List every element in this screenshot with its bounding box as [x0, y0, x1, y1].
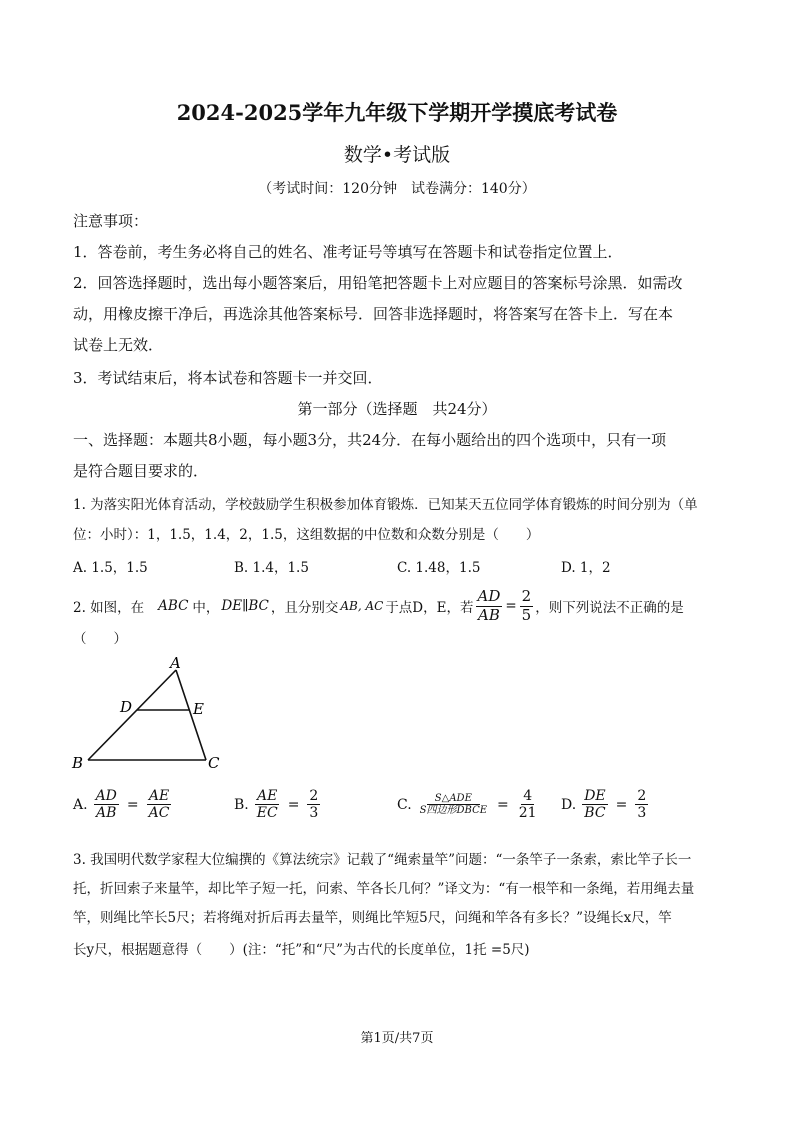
q3-line-4: 长y尺，根据题意得（ ）(注：“托”和“尺”为古代的长度单位，1托 =5尺) — [73, 942, 530, 958]
q1-option-d: D. 1，2 — [561, 560, 611, 576]
q2-ratio-value — [520, 588, 534, 624]
q2-a-d2: AC — [148, 805, 170, 822]
q2-blank: （ ） — [73, 631, 127, 647]
exam-subtitle: 数学•考试版 — [343, 144, 451, 166]
note-2-line-3: 试卷上无效． — [73, 336, 164, 354]
q1-option-a: A. 1.5，1.5 — [73, 560, 148, 576]
exam-title: 2024-2025学年九年级下学期开学摸底考试卷 — [176, 100, 618, 125]
q2-d-d1: BC — [584, 805, 606, 822]
q2-a-n1: AD — [95, 788, 117, 804]
q2-ratio-val-den: 5 — [521, 605, 532, 624]
label-e: E — [193, 700, 204, 718]
q2-b-d2: 3 — [309, 805, 319, 822]
q2-b-n1: AE — [257, 788, 278, 804]
q2-prefix: 2. 如图，在 — [73, 600, 145, 616]
q2-d-n1: DE — [584, 788, 606, 804]
q2-option-c — [397, 788, 541, 821]
q2-ratio-num: AD — [477, 587, 501, 606]
q2-ratio-den: AB — [478, 605, 500, 624]
q2-suffix: ，则下列说法不正确的是 — [535, 600, 684, 616]
q2-b-n2: 2 — [309, 788, 319, 804]
q2-c-n1: S△ADE — [427, 793, 480, 806]
q2-ratio-val-num: 2 — [521, 587, 532, 606]
part1-heading: 第一部分（选择题 共24分） — [297, 400, 497, 418]
note-2-line-1: 2．回答选择题时，选出每小题答案后，用铅笔把答题卡上对应题目的答案标号涂黑．如需改 — [73, 274, 683, 292]
label-c: C — [208, 754, 220, 772]
q2-b-d1: EC — [256, 805, 278, 822]
q2-d-frac-2 — [635, 788, 648, 821]
q2-b-eq: = — [287, 796, 300, 813]
q2-option-c-label: C. — [397, 796, 412, 813]
q2-mid-3: 于点D，E，若 — [385, 600, 474, 616]
q2-d-n2: 2 — [637, 788, 647, 804]
label-b: B — [72, 754, 84, 772]
label-a: A — [170, 654, 181, 672]
q2-option-a — [73, 788, 173, 821]
q2-ratio-fraction — [476, 588, 503, 624]
q2-c-n2: 4 — [523, 788, 533, 804]
q2-option-d-label: D. — [561, 796, 577, 813]
q2-c-d1: S四边形DBCE — [419, 805, 488, 817]
q2-d-frac-1 — [582, 788, 607, 821]
q2-mid-2: ，且分别交 — [270, 600, 339, 616]
q1-line-2: 位：小时）：1，1.5，1.4，2，1.5，这组数据的中位数和众数分别是（ ） — [73, 527, 540, 543]
q2-sides: AB, AC — [340, 599, 384, 613]
q3-line-2: 托，折回索子来量竿，却比竿子短一托，问索、竿各长几何？”译文为：“有一根竿和一条绳，若用绳去量 — [73, 881, 695, 897]
q2-b-frac-2 — [307, 788, 320, 821]
q2-a-d1: AB — [96, 805, 117, 822]
q1-option-c: C. 1.48，1.5 — [397, 560, 481, 576]
note-1: 1．答卷前，考生务必将自己的姓名、准考证号等填写在答题卡和试卷指定位置上． — [73, 243, 623, 261]
q2-ratio-eq: = — [505, 598, 517, 614]
q2-c-frac-1 — [418, 793, 489, 817]
q2-a-frac-2 — [147, 788, 172, 821]
q2-c-d2: 21 — [518, 805, 537, 822]
q2-d-eq: = — [615, 796, 628, 813]
q3-line-3: 竿，则绳比竿长5尺；若将绳对折后再去量竿，则绳比竿短5尺，问绳和竿各有多长？”设绳长x尺，竿 — [73, 910, 672, 926]
exam-info: （考试时间：120分钟 试卷满分：140分） — [258, 181, 536, 197]
part1-instruction-line-2: 是符合题目要求的． — [73, 462, 209, 480]
q2-parallel: DE∥BC — [221, 598, 269, 614]
q1-line-1: 1. 为落实阳光体育活动，学校鼓励学生积极参加体育锻炼．已知某天五位同学体育锻炼的时间分别为（单 — [73, 497, 698, 513]
notes-heading: 注意事项： — [73, 212, 149, 230]
q2-option-b-label: B. — [234, 796, 249, 813]
q2-option-b — [234, 788, 322, 821]
q2-c-eq: = — [497, 796, 509, 813]
q2-stem — [73, 586, 684, 626]
note-3: 3．考试结束后，将本试卷和答题卡一并交回． — [73, 369, 383, 387]
q2-triangle-figure — [60, 650, 230, 775]
q2-a-n2: AE — [148, 788, 170, 804]
q3-line-1: 3. 我国明代数学家程大位编撰的《算法统宗》记载了“绳索量竿”问题：“一条竿子一条索，索比竿子长一 — [73, 852, 692, 868]
q2-option-a-label: A. — [73, 796, 88, 813]
q2-c-frac-2 — [517, 788, 539, 821]
page-number: 第1页/共7页 — [360, 1031, 434, 1046]
q2-a-eq: = — [126, 796, 139, 813]
label-d: D — [120, 698, 133, 716]
q2-a-frac-1 — [94, 788, 119, 821]
q2-b-frac-1 — [255, 788, 280, 821]
q2-mid-1: 中， — [192, 600, 220, 616]
q2-option-d — [561, 788, 650, 821]
q2-d-d2: 3 — [637, 805, 647, 822]
note-2-line-2: 动，用橡皮擦干净后，再选涂其他答案标号．回答非选择题时，将答案写在答卡上．写在本 — [73, 305, 674, 323]
part1-instruction-line-1: 一、选择题：本题共8小题，每小题3分，共24分．在每小题给出的四个选项中，只有一项 — [73, 431, 667, 449]
q2-triangle: ABC — [158, 598, 189, 614]
q1-option-b: B. 1.4，1.5 — [234, 560, 309, 576]
